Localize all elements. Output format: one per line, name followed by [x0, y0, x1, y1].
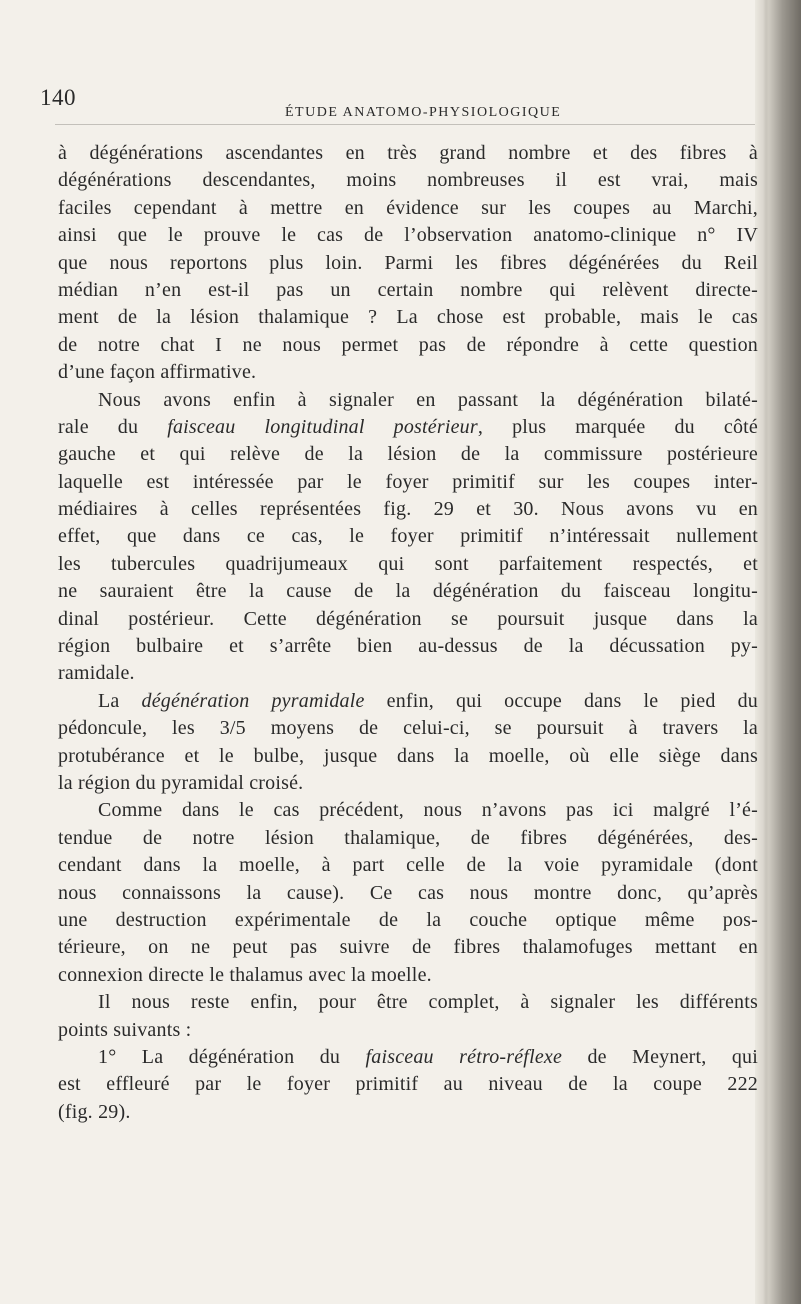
- text-line: cendant dans la moelle, à part celle de la voie pyramidale (dont: [58, 854, 758, 877]
- italic-term: faisceau longitudinal postérieur: [167, 415, 478, 438]
- text-line: effet, que dans ce cas, le foyer primitif n’intéressait nullement: [58, 525, 758, 548]
- text-line: points suivants :: [58, 1018, 192, 1041]
- italic-term: dégénération pyramidale: [141, 689, 365, 712]
- text-line: à dégénérations ascendantes en très grand nombre et des fibres à: [58, 142, 758, 164]
- text-line: les tubercules quadrijumeaux qui sont parfaitement respectés, et: [58, 552, 758, 575]
- text-run: rale du: [58, 415, 168, 438]
- text-line: (fig. 29).: [58, 1100, 131, 1123]
- text-line: Il nous reste enfin, pour être complet, à signaler les différents: [98, 991, 758, 1014]
- text-line: faciles cependant à mettre en évidence sur les coupes au Marchi,: [58, 196, 758, 219]
- text-line: ment de la lésion thalamique ? La chose est probable, mais le cas: [58, 306, 758, 329]
- text-run: 1° La dégénération du: [98, 1045, 366, 1068]
- text-line: dégénérations descendantes, moins nombreuses il est vrai, mais: [58, 169, 758, 192]
- text-line: est effleuré par le foyer primitif au niveau de la coupe 222: [58, 1073, 758, 1096]
- text-line: ainsi que le prouve le cas de l’observation anatomo-clinique n° IV: [58, 224, 758, 247]
- text-line: Nous avons enfin à signaler en passant la dégénération bilaté-: [98, 388, 758, 411]
- text-run: enfin, qui occupe dans le pied du: [364, 689, 758, 712]
- page-header: [40, 85, 760, 125]
- italic-term: faisceau rétro-réflexe: [365, 1045, 563, 1068]
- text-line: laquelle est intéressée par le foyer primitif sur les coupes inter-: [58, 470, 758, 493]
- text-line: d’une façon affirmative.: [58, 361, 257, 384]
- text-line: pédoncule, les 3/5 moyens de celui-ci, se poursuit à travers la: [58, 717, 758, 740]
- text-line: gauche et qui relève de la lésion de la commissure postérieure: [58, 443, 758, 466]
- text-line: une destruction expérimentale de la couche optique même pos-: [58, 908, 758, 931]
- text-line: Comme dans le cas précédent, nous n’avons pas ici malgré l’é-: [98, 799, 758, 822]
- text-line: médian n’en est-il pas un certain nombre qui relèvent directe-: [58, 278, 758, 301]
- page-number: 140: [40, 85, 76, 110]
- page-binding-edge: [755, 0, 801, 1304]
- text-line: [58, 688, 758, 715]
- text-line: de notre chat I ne nous permet pas de répondre à cette question: [58, 333, 758, 356]
- text-run: La: [98, 689, 142, 712]
- text-line: connexion directe le thalamus avec la moelle.: [58, 963, 432, 986]
- text-line: ne sauraient être la cause de la dégénération du faisceau longitu-: [58, 580, 758, 603]
- text-line: protubérance et le bulbe, jusque dans la moelle, où elle siège dans: [58, 744, 758, 767]
- running-head: ÉTUDE ANATOMO-PHYSIOLOGIQUE: [285, 105, 562, 120]
- text-line: la région du pyramidal croisé.: [58, 771, 304, 794]
- text-line: térieure, on ne peut pas suivre de fibres thalamofuges mettant en: [58, 936, 758, 959]
- text-line: dinal postérieur. Cette dégénération se poursuit jusque dans la: [58, 607, 758, 630]
- text-line: médiaires à celles représentées fig. 29 et 30. Nous avons vu en: [58, 498, 758, 521]
- text-line: région bulbaire et s’arrête bien au-dessus de la décussation py-: [58, 635, 758, 658]
- text-line: [58, 414, 758, 441]
- text-line: nous connaissons la cause). Ce cas nous montre donc, qu’après: [58, 881, 758, 904]
- text-run: de Meynert, qui: [562, 1045, 758, 1068]
- text-run: , plus marquée du côté: [477, 415, 758, 438]
- body-text: [58, 140, 758, 1126]
- text-line: tendue de notre lésion thalamique, de fibres dégénérées, des-: [58, 826, 758, 849]
- header-rule: [55, 124, 755, 125]
- text-line: ramidale.: [58, 662, 135, 685]
- text-line: [58, 1044, 758, 1071]
- text-line: que nous reportons plus loin. Parmi les fibres dégénérées du Reil: [58, 251, 758, 274]
